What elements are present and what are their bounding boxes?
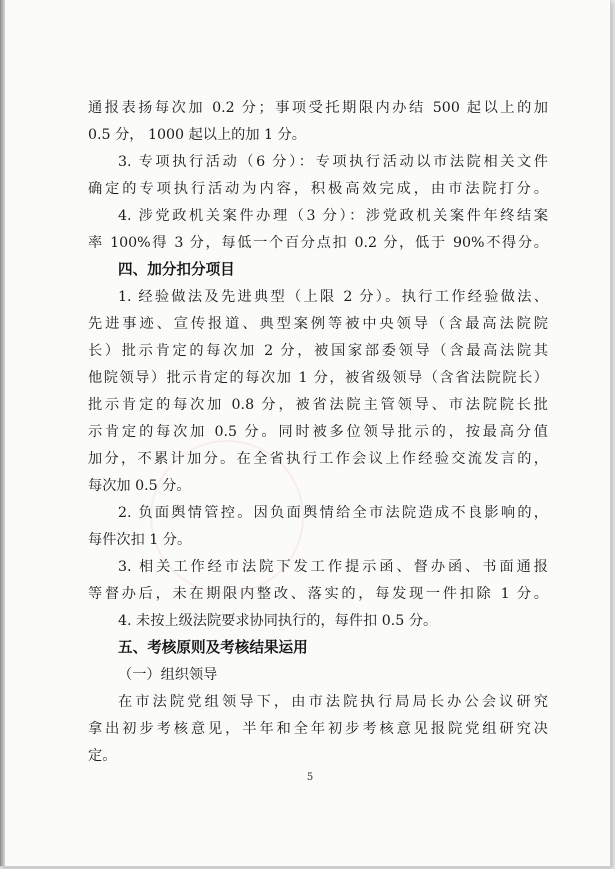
text-line: 4. 未按上级法院要求协同执行的，每件扣 0.5 分。 (118, 613, 438, 629)
text-line: 先进事迹、宣传报道、典型案例等被中央领导（含最高法院院 (88, 316, 548, 332)
text-line: 在市法院党组领导下，由市法院执行局局长办公会议研究 (118, 694, 548, 710)
page-number: 5 (306, 772, 314, 783)
text-line: 等督办后，未在期限内整改、落实的，每发现一件扣除 1 分。 (88, 586, 548, 602)
text-line: 加分，不累计加分。在全省执行工作会议上作经验交流发言的， (88, 451, 548, 467)
text-line: 通报表扬每次加 0.2 分；事项受托期限内办结 500 起以上的加 (88, 100, 548, 116)
text-line: 1. 经验做法及先进典型（上限 2 分）。执行工作经验做法、 (118, 289, 548, 305)
text-line: 批示肯定的每次加 0.8 分，被省法院主管领导、市法院院长批 (88, 397, 548, 413)
text-line: 长）批示肯定的每次加 2 分，被国家部委领导（含最高法院其 (88, 343, 548, 359)
text-line: 2. 负面舆情管控。因负面舆情给全市法院造成不良影响的， (118, 505, 548, 521)
section-heading: 四、加分扣分项目 (118, 261, 235, 278)
text-line: 每件次扣 1 分。 (88, 532, 192, 548)
text-line: 3. 相关工作经市法院下发工作提示函、督办函、书面通报 (118, 559, 548, 575)
page-binding-edge (0, 0, 5, 866)
text-line: 他院领导）批示肯定的每次加 1 分，被省级领导（含省法院院长） (88, 370, 548, 386)
text-line: 确定的专项执行活动为内容，积极高效完成，由市法院打分。 (88, 181, 548, 197)
text-line: 3. 专项执行活动（6 分）：专项执行活动以市法院相关文件 (118, 154, 548, 170)
text-line: 定。 (88, 748, 117, 764)
subsection-heading: （一）组织领导 (118, 667, 218, 683)
text-line: 4. 涉党政机关案件办理（3 分）：涉党政机关案件年终结案 (118, 208, 548, 224)
text-line: 拿出初步考核意见，半年和全年初步考核意见报院党组研究决 (88, 721, 548, 737)
section-heading: 五、考核原则及考核结果运用 (118, 639, 308, 656)
text-line: 每次加 0.5 分。 (88, 478, 191, 494)
text-line: 率 100%得 3 分，每低一个百分点扣 0.2 分，低于 90%不得分。 (88, 235, 548, 251)
text-line: 0.5 分， 1000 起以上的加 1 分。 (88, 127, 306, 143)
text-line: 示肯定的每次加 0.5 分。同时被多位领导批示的，按最高分值 (88, 424, 548, 440)
